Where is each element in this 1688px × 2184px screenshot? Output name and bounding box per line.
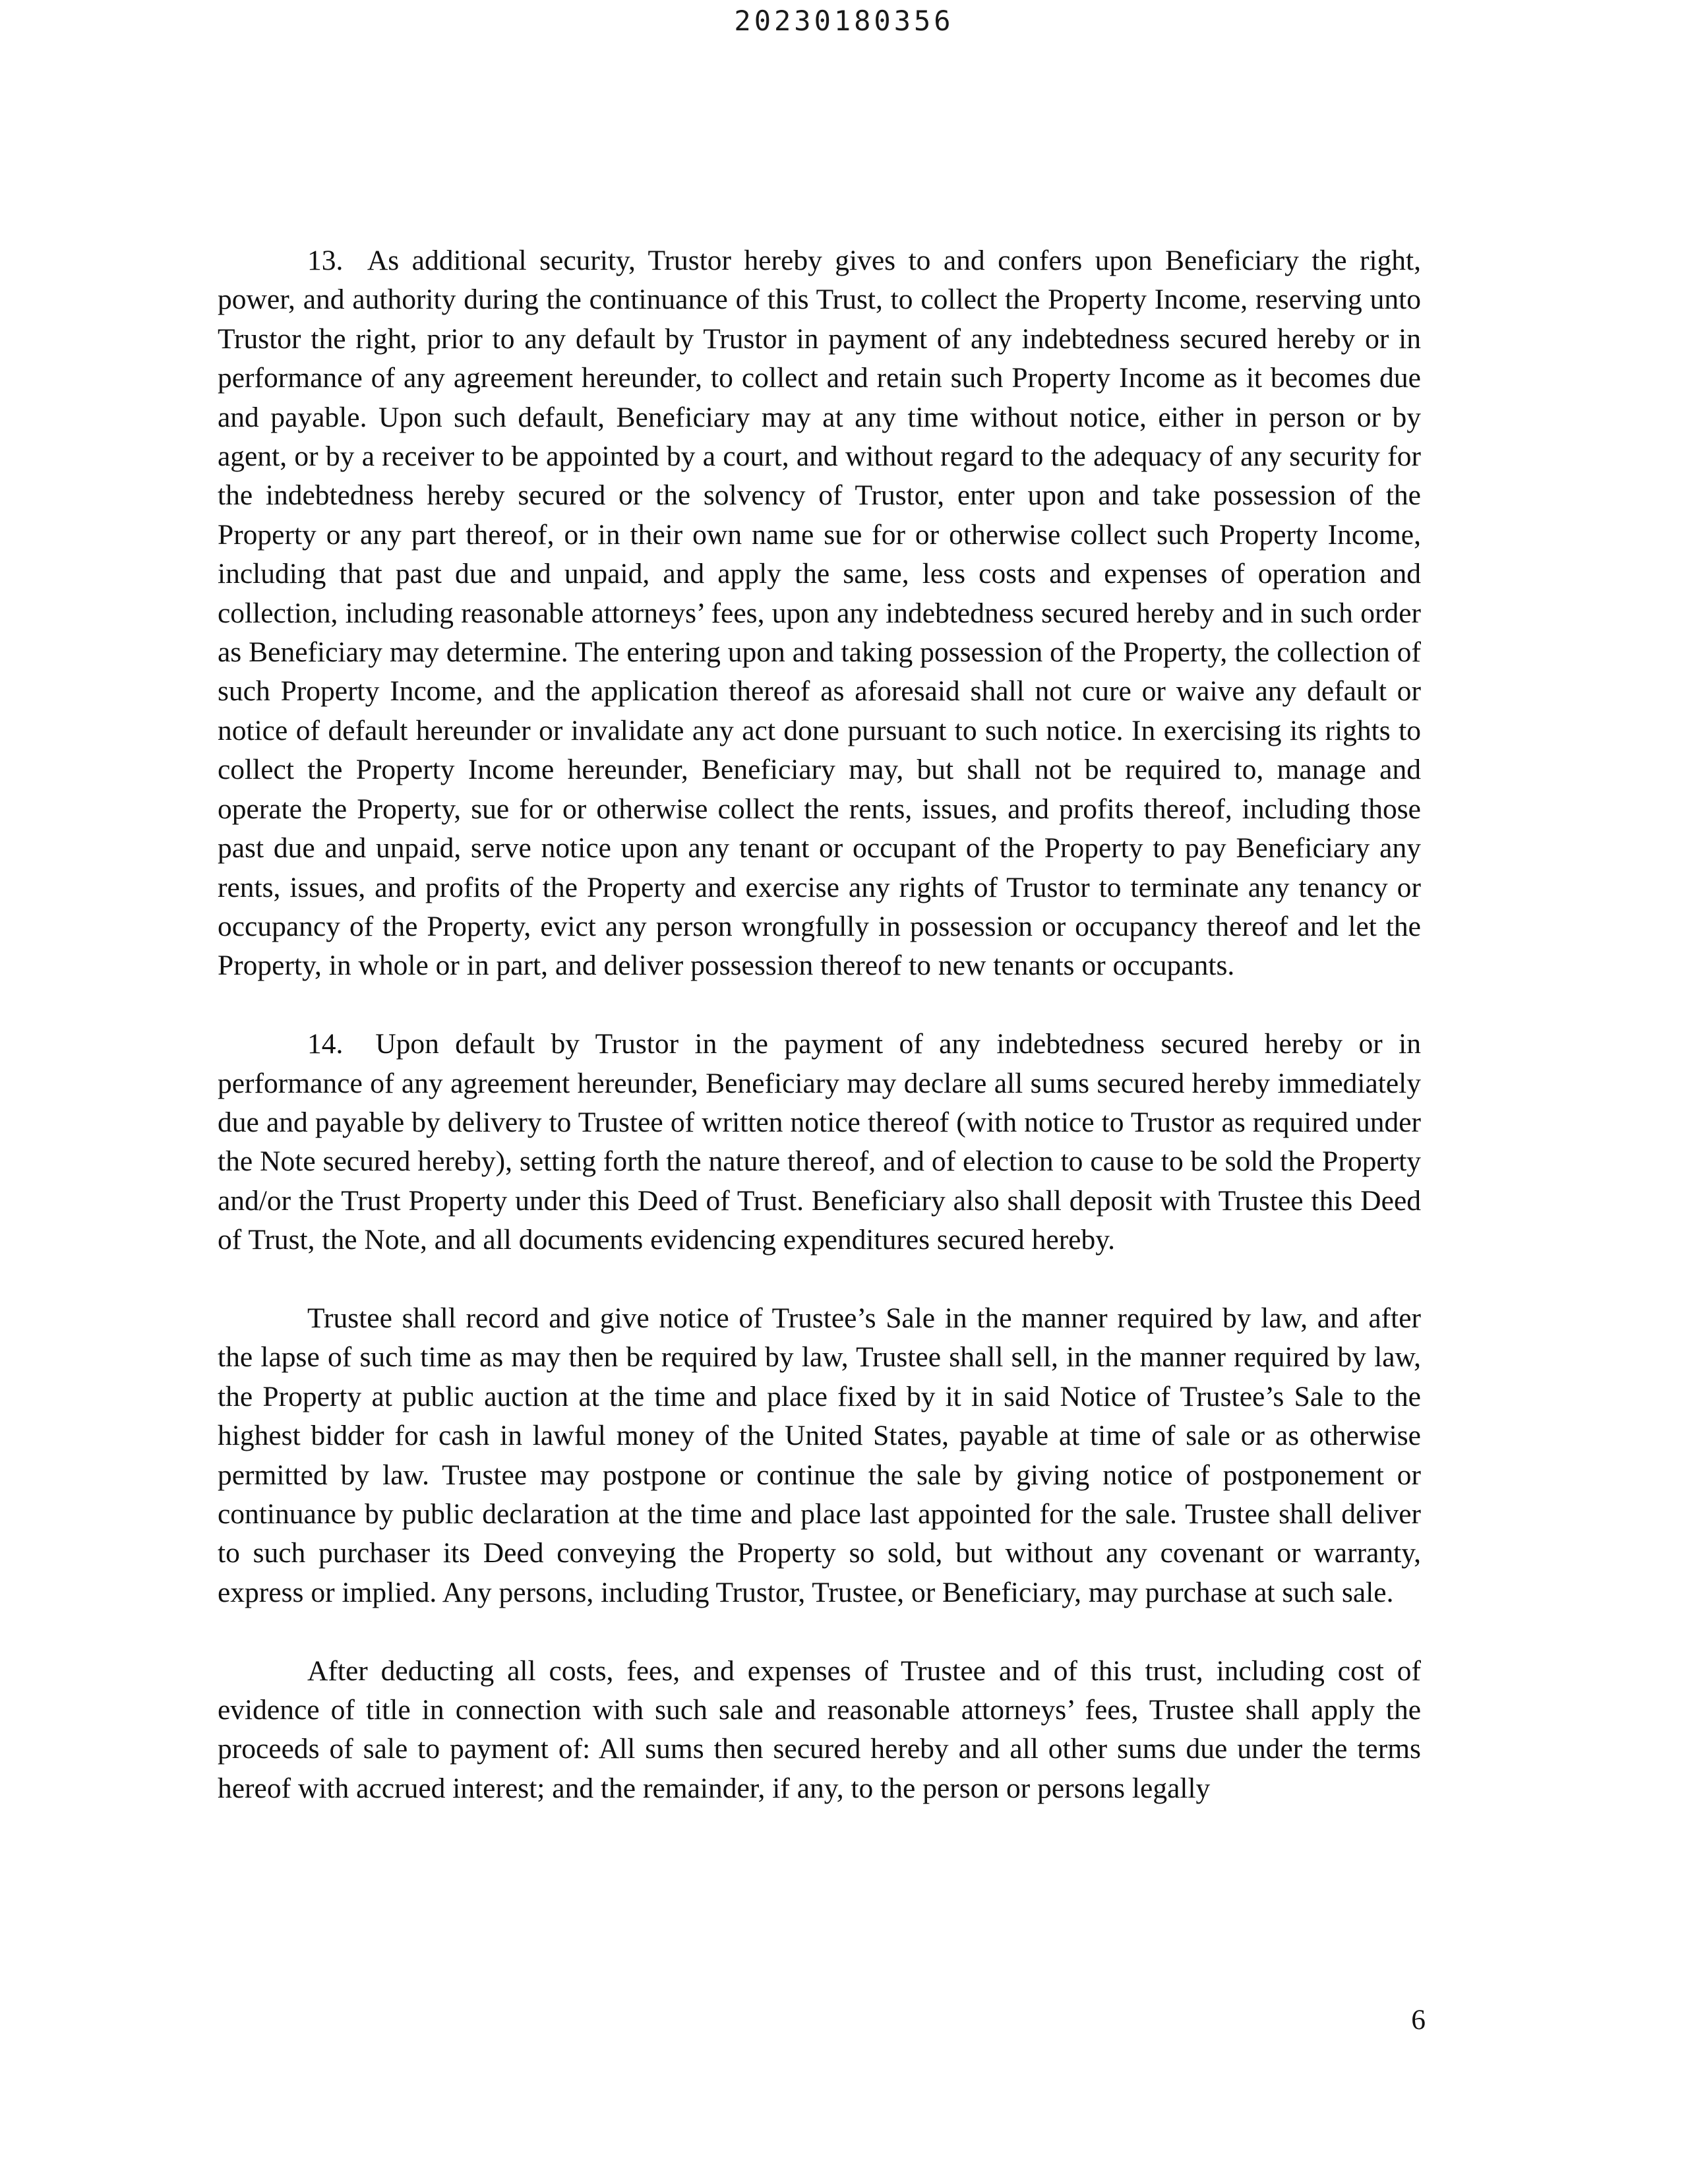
paragraph-13	[218, 241, 1421, 986]
paragraph-proceeds	[218, 1652, 1421, 1809]
paragraph-14	[218, 1025, 1421, 1259]
paragraph-number: 13.	[307, 245, 344, 276]
paragraph-text: Trustee shall record and give notice of Trustee’s Sale in the manner required by law, and after the lapse of such time as may then be required by law, Trustee shall sell, in the manner required by law, the Property at public auction at the time and place fixed by it in said Notice of Trustee’s Sale to the highest bidder for cash in lawful money of the United States, payable at time of sale or as otherwise permitted by law. Trustee may postpone or continue the sale by giving notice of postponement or continuance by public declaration at the time and place last appointed for the sale. Trustee shall deliver to such purchaser its Deed conveying the Property so sold, but without any covenant or warranty, express or implied. Any persons, including Trustor, Trustee, or Beneficiary, may purchase at such sale.	[218, 1302, 1421, 1608]
paragraph-number: 14.	[307, 1028, 344, 1060]
paragraph-text: After deducting all costs, fees, and expenses of Trustee and of this trust, including cost of evidence of title in connection with such sale and reasonable attorneys’ fees, Trustee shall apply the proceeds of sale to payment of: All sums then secured hereby and all other sums due under the terms hereof with accrued interest; and the remainder, if any, to the person or persons legally	[218, 1654, 1421, 1804]
document-body	[218, 241, 1421, 1808]
paragraph-text: As additional security, Trustor hereby gives to and confers upon Beneficiary the right, power, and authority during the continuance of this Trust, to collect the Property Income, reserving unto Trustor the right, prior to any default by Trustor in payment of any indebtedness secured hereby or in performance of any agreement hereunder, to collect and retain such Property Income as it becomes due and payable. Upon such default, Beneficiary may at any time without notice, either in person or by agent, or by a receiver to be appointed by a court, and without regard to the adequacy of any security for the indebtedness hereby secured or the solvency of Trustor, enter upon and take possession of the Property or any part thereof, or in their own name sue for or otherwise collect such Property Income, including that past due and unpaid, and apply the same, less costs and expenses of operation and collection, including reasonable attorneys’ fees, upon any indebtedness secured hereby and in such order as Beneficiary may determine. The entering upon and taking possession of the Property, the collection of such Property Income, and the application thereof as aforesaid shall not cure or waive any default or notice of default hereunder or invalidate any act done pursuant to such notice. In exercising its rights to collect the Property Income hereunder, Beneficiary may, but shall not be required to, manage and operate the Property, sue for or otherwise collect the rents, issues, and profits thereof, including those past due and unpaid, serve notice upon any tenant or occupant of the Property to pay Beneficiary any rents, issues, and profits of the Property and exercise any rights of Trustor to terminate any tenancy or occupancy of the Property, evict any person wrongfully in possession or occupancy thereof and let the Property, in whole or in part, and deliver possession thereof to new tenants or occupants.	[218, 245, 1421, 982]
paragraph-trustee-sale	[218, 1299, 1421, 1612]
page-number: 6	[1411, 2004, 1426, 2036]
paragraph-text: Upon default by Trustor in the payment of any indebtedness secured hereby or in performance of any agreement hereunder, Beneficiary may declare all sums secured hereby immediately due and payable by delivery to Trustee of written notice thereof (with notice to Trustor as required under the Note secured hereby), setting forth the nature thereof, and of election to cause to be sold the Property and/or the Trust Property under this Deed of Trust. Beneficiary also shall deposit with Trustee this Deed of Trust, the Note, and all documents evidencing expenditures secured hereby.	[218, 1028, 1421, 1256]
document-number: 20230180356	[734, 5, 954, 37]
